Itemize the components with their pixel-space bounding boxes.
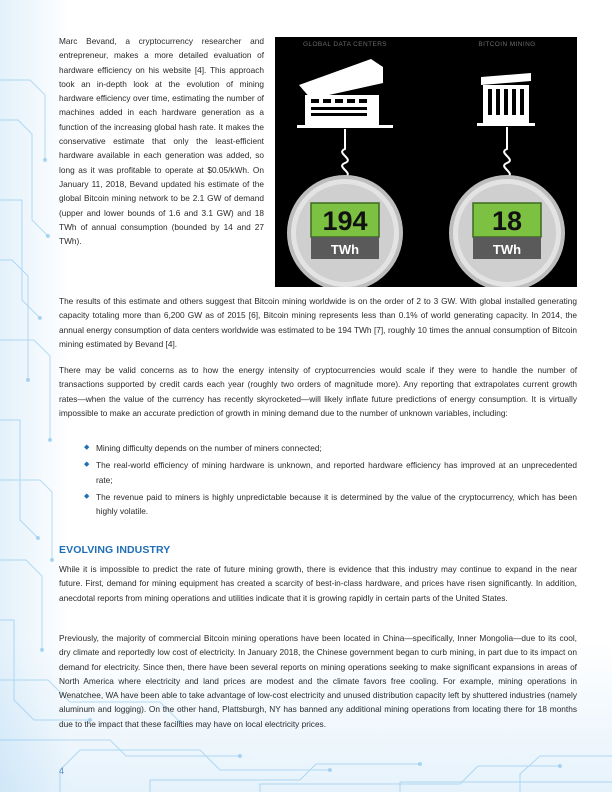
page-number: 4 <box>59 766 65 776</box>
mining-building-icon <box>477 73 535 126</box>
bullet-diamond-icon: ◆ <box>84 444 90 451</box>
list-item <box>84 490 577 519</box>
list-item-text: The revenue paid to miners is highly unpredictable because it is determined by the value of the cryptocurrency, which has been highly volatile. <box>96 491 577 517</box>
bullet-diamond-icon: ◆ <box>84 461 90 469</box>
list-item-text: The real-world efficiency of mining hardware is unknown, and reported hardware efficiency has improved at an unprecedented rate; <box>96 460 577 485</box>
right-gauge-unit: TWh <box>492 242 522 257</box>
section-heading: EVOLVING INDUSTRY <box>59 544 171 556</box>
left-gauge-unit: TWh <box>330 242 360 257</box>
industry-paragraph-1: While it is impossible to predict the rate of future mining growth, there is evidence that this industry may continue to expand in the near future. First, demand for mining equipment has created a scarcity of best-in-class hardware, and prices have risen significantly. In addition, anecdotal reports from mining operations and utilities indicate that it is growing rapidly in certain parts of the United States. <box>59 564 577 603</box>
concerns-paragraph: There may be valid concerns as to how the energy intensity of cryptocurrencies would scale if they were to handle the number of transactions supported by credit cards each year (roughly two orders of magnitude more). Any reporting that extrapolates current growth rates—when the value of the currency has recently skyrocketed—will likely inflate future predictions of energy consumption. It is virtually impossible to make an accurate prediction of growth in mining demand due to the number of unknown variables, including: <box>59 365 577 418</box>
right-infographic-label: BITCOIN MINING <box>478 41 536 48</box>
list-item <box>84 458 577 487</box>
industry-paragraph-2: Previously, the majority of commercial Bitcoin mining operations have been located in China—specifically, Inner Mongolia—due to its cool, dry climate and reportedly low cost of electricity. In January 2018, the Chinese government began to curb mining, in part due to its impact on demand for electricity. Since then, there have been several reports on mining operations seeking to make significant expansions in areas of North America where electricity and land prices are modest and the climate favors free cooling. For example, mining operations in Wenatchee, WA have been able to take advantage of low-cost electricity and unused distribution capacity left by shuttered industries (namely aluminum and logging). On the other hand, Plattsburgh, NY has banned any additional mining operations from locating there for 18 months due to the impact that these facilities may have on local electricity prices. <box>59 633 577 729</box>
list-item-text: Mining difficulty depends on the number of miners connected; <box>96 443 322 453</box>
energy-infographic <box>275 37 577 287</box>
intro-paragraph: Marc Bevand, a cryptocurrency researcher and entrepreneur, makes a more detailed evaluation of hardware efficiency on his website [4]. This approach took an in-depth look at the evolution of mining hardware efficiency over time, estimating the number of machines added in each hardware generation as a function of the increasing global hash rate. It makes the conservative estimate that only the least-efficient hardware available in each generation was added, so long as it was profitable to operate at $0.05/kWh. On January 11, 2018, Bevand updated his estimate of the global Bitcoin mining network to be 2.1 GW of demand (upper and lower bounds of 1.6 and 3.1 GW) and 18 TWh of annual consumption (bounded by 14 and 27 TWh). <box>59 36 264 247</box>
list-item <box>84 441 577 455</box>
right-gauge-value: 18 <box>491 206 523 236</box>
left-gauge-value: 194 <box>322 206 368 236</box>
unknown-variables-list <box>84 441 577 518</box>
bullet-diamond-icon: ◆ <box>84 492 90 500</box>
results-paragraph: The results of this estimate and others suggest that Bitcoin mining worldwide is on the order of 2 to 3 GW. With global installed generating capacity totaling more than 6,200 GW as of 2015 [6], Bitcoin mining represents less than 0.1% of world generating capacity. In 2014, the annual energy consumption of data centers worldwide was estimated to be 194 TWh [7], roughly 10 times the annual consumption of Bitcoin mining estimated by Bevand [4]. <box>59 296 577 349</box>
left-infographic-label: GLOBAL DATA CENTERS <box>302 41 388 48</box>
